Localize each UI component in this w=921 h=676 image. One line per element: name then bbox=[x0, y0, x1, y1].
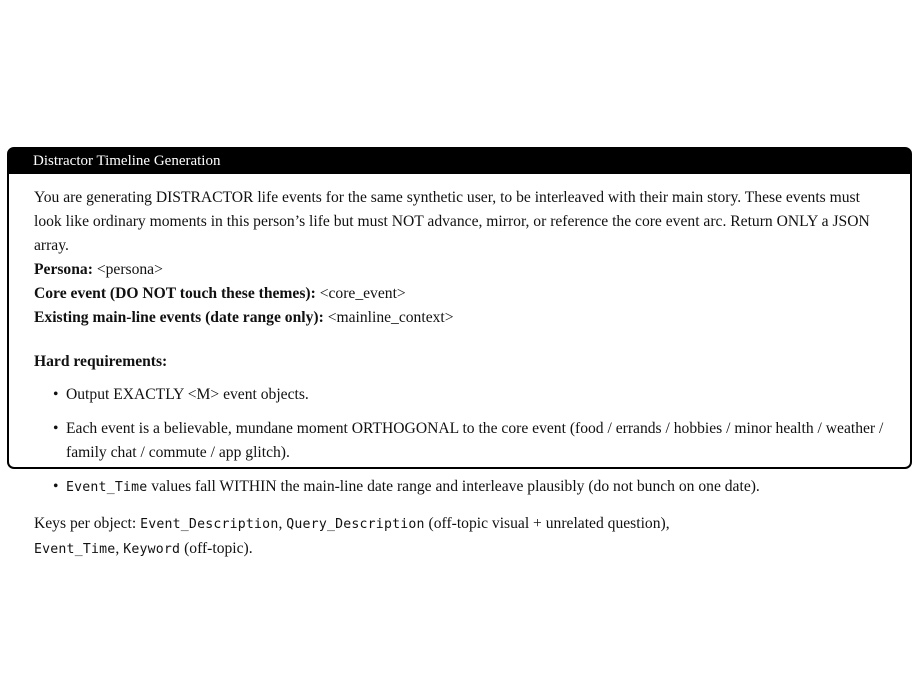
mainline-field bbox=[34, 306, 885, 330]
field-label: Persona: bbox=[34, 261, 93, 278]
persona-field bbox=[34, 258, 885, 282]
requirements-heading-text: Hard requirements: bbox=[34, 353, 168, 370]
prompt-panel bbox=[7, 147, 912, 557]
list-item bbox=[66, 475, 885, 500]
field-value: <core_event> bbox=[319, 285, 406, 302]
code-token: Keyword bbox=[123, 542, 181, 557]
requirement-text: Output EXACTLY <M> event objects. bbox=[66, 386, 309, 403]
keys-sep: (off-topic visual + unrelated question), bbox=[424, 515, 670, 532]
requirement-text: values fall WITHIN the main-line date range and interleave plausibly (do not bunch on one date). bbox=[147, 478, 760, 495]
panel-body bbox=[9, 174, 910, 562]
core-event-field bbox=[34, 282, 885, 306]
keys-sep: (off-topic). bbox=[180, 540, 253, 557]
field-value: <mainline_context> bbox=[327, 309, 454, 326]
keys-sep: , bbox=[115, 540, 124, 557]
code-token: Event_Time bbox=[66, 480, 148, 495]
requirements-heading bbox=[34, 350, 885, 374]
list-item bbox=[66, 383, 885, 407]
requirements-list bbox=[34, 383, 885, 500]
list-item bbox=[66, 417, 885, 465]
field-label: Core event (DO NOT touch these themes): bbox=[34, 285, 316, 302]
requirement-text: Each event is a believable, mundane moment ORTHOGONAL to the core event (food / errands / hobbies / minor health / weather / family chat / commute / app glitch). bbox=[66, 420, 884, 461]
code-token: Event_Time bbox=[34, 542, 116, 557]
keys-sep: , bbox=[278, 515, 287, 532]
keys-line bbox=[34, 512, 885, 562]
code-token: Event_Description bbox=[140, 517, 279, 532]
spacer bbox=[34, 330, 885, 342]
field-value: <persona> bbox=[96, 261, 163, 278]
intro-text: You are generating DISTRACTOR life events for the same synthetic user, to be interleaved with their main story. These events must look like ordinary moments in this person’s life but must NOT advance, mirror, or reference the core event arc. Return ONLY a JSON array. bbox=[34, 189, 870, 254]
code-token: Query_Description bbox=[286, 517, 425, 532]
keys-prefix: Keys per object: bbox=[34, 515, 141, 532]
panel-title: Distractor Timeline Generation bbox=[9, 149, 910, 174]
field-label: Existing main-line events (date range only): bbox=[34, 309, 324, 326]
